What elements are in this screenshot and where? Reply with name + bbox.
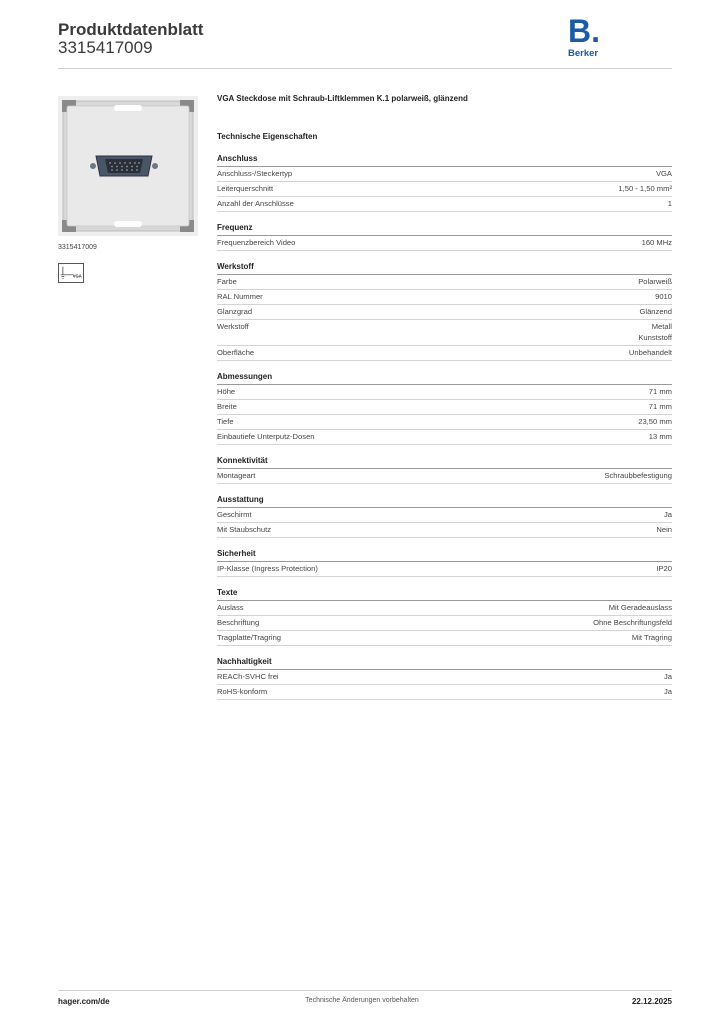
spec-value: Unbehandelt — [628, 348, 672, 357]
spec-value: 23,50 mm — [638, 417, 672, 426]
spec-value: VGA — [655, 169, 672, 178]
spec-row — [217, 601, 672, 616]
spec-value: 1,50 - 1,50 mm² — [618, 184, 672, 193]
product-number: 3315417009 — [58, 38, 153, 57]
footer-date: 22.12.2025 — [631, 997, 672, 1006]
spec-value: Nein — [656, 525, 672, 534]
spec-group — [217, 455, 672, 484]
spec-value: Mit Geradeauslass — [608, 603, 672, 612]
spec-label: Tragplatte/Tragring — [217, 633, 282, 642]
group-title: Sicherheit — [217, 548, 672, 562]
spec-label: Beschriftung — [217, 618, 260, 627]
group-title: Nachhaltigkeit — [217, 656, 672, 670]
spec-value: 13 mm — [648, 432, 672, 441]
spec-group — [217, 548, 672, 577]
spec-label: Höhe — [217, 387, 236, 396]
spec-row — [217, 685, 672, 700]
spec-label: Glanzgrad — [217, 307, 253, 316]
footer-divider — [58, 990, 672, 991]
spec-value: 1 — [667, 199, 672, 208]
spec-row — [217, 320, 672, 346]
spec-group — [217, 494, 672, 538]
spec-row — [217, 616, 672, 631]
spec-label: Oberfläche — [217, 348, 255, 357]
spec-label: Leiterquerschnitt — [217, 184, 274, 193]
spec-row — [217, 469, 672, 484]
footer-website: hager.com/de — [58, 997, 110, 1006]
product-title: VGA Steckdose mit Schraub-Liftklemmen K.1 polarweiß, glänzend — [217, 94, 468, 103]
spec-value: Mit Tragring — [631, 633, 672, 642]
spec-value: 9010 — [655, 292, 672, 301]
spec-label: REACh-SVHC frei — [217, 672, 279, 681]
group-title: Texte — [217, 587, 672, 601]
spec-label: Geschirmt — [217, 510, 252, 519]
spec-value: Polarweiß — [638, 277, 672, 286]
spec-row — [217, 400, 672, 415]
spec-value: Ohne Beschriftungsfeld — [593, 618, 672, 627]
spec-row — [217, 236, 672, 251]
spec-label: Breite — [217, 402, 237, 411]
spec-value: Glänzend — [639, 307, 672, 316]
footer-notice: Technische Änderungen vorbehalten — [305, 997, 419, 1004]
spec-label: Werkstoff — [217, 322, 249, 331]
spec-value: Metall Kunststoff — [638, 322, 672, 342]
logo-text: Berker — [568, 48, 599, 58]
spec-row — [217, 508, 672, 523]
spec-row — [217, 346, 672, 361]
spec-row — [217, 290, 672, 305]
group-title: Abmessungen — [217, 371, 672, 385]
berker-logo — [565, 14, 605, 58]
spec-group — [217, 261, 672, 361]
vga-ground-symbol-icon — [58, 263, 84, 283]
spec-label: Einbautiefe Unterputz-Dosen — [217, 432, 315, 441]
spec-label: RoHS-konform — [217, 687, 268, 696]
spec-value: 160 MHz — [641, 238, 672, 247]
spec-row — [217, 275, 672, 290]
image-caption: 3315417009 — [58, 244, 97, 251]
document-title: Produktdatenblatt — [58, 20, 204, 39]
spec-row — [217, 415, 672, 430]
spec-content — [217, 93, 672, 710]
spec-value: 71 mm — [648, 387, 672, 396]
spec-row — [217, 631, 672, 646]
spec-group — [217, 222, 672, 251]
group-title: Konnektivität — [217, 455, 672, 469]
spec-row — [217, 167, 672, 182]
spec-label: Auslass — [217, 603, 244, 612]
header-divider — [58, 68, 672, 69]
spec-value: Schraubbefestigung — [604, 471, 672, 480]
spec-value: Ja — [663, 672, 672, 681]
symbol-label: VGA — [72, 273, 82, 279]
spec-row — [217, 197, 672, 212]
spec-label: Anschluss-/Steckertyp — [217, 169, 293, 178]
spec-group — [217, 656, 672, 700]
spec-value: IP20 — [656, 564, 672, 573]
spec-label: Montageart — [217, 471, 256, 480]
spec-label: Frequenzbereich Video — [217, 238, 296, 247]
spec-row — [217, 182, 672, 197]
spec-group — [217, 153, 672, 212]
spec-row — [217, 670, 672, 685]
group-title: Ausstattung — [217, 494, 672, 508]
spec-row — [217, 385, 672, 400]
group-title: Frequenz — [217, 222, 672, 236]
spec-row — [217, 430, 672, 445]
spec-value: Ja — [663, 510, 672, 519]
group-title: Werkstoff — [217, 261, 672, 275]
spec-value: Ja — [663, 687, 672, 696]
product-image — [58, 96, 198, 236]
spec-row — [217, 562, 672, 577]
spec-group — [217, 371, 672, 445]
spec-row — [217, 523, 672, 538]
section-heading: Technische Eigenschaften — [217, 132, 318, 141]
spec-label: Anzahl der Anschlüsse — [217, 199, 294, 208]
spec-label: RAL Nummer — [217, 292, 263, 301]
logo-letter: B. — [568, 14, 600, 49]
spec-label: Tiefe — [217, 417, 234, 426]
spec-value: 71 mm — [648, 402, 672, 411]
group-title: Anschluss — [217, 153, 672, 167]
spec-group — [217, 587, 672, 646]
spec-row — [217, 305, 672, 320]
spec-label: Mit Staubschutz — [217, 525, 272, 534]
spec-label: Farbe — [217, 277, 237, 286]
spec-label: IP-Klasse (Ingress Protection) — [217, 564, 318, 573]
spec-groups — [217, 153, 672, 700]
